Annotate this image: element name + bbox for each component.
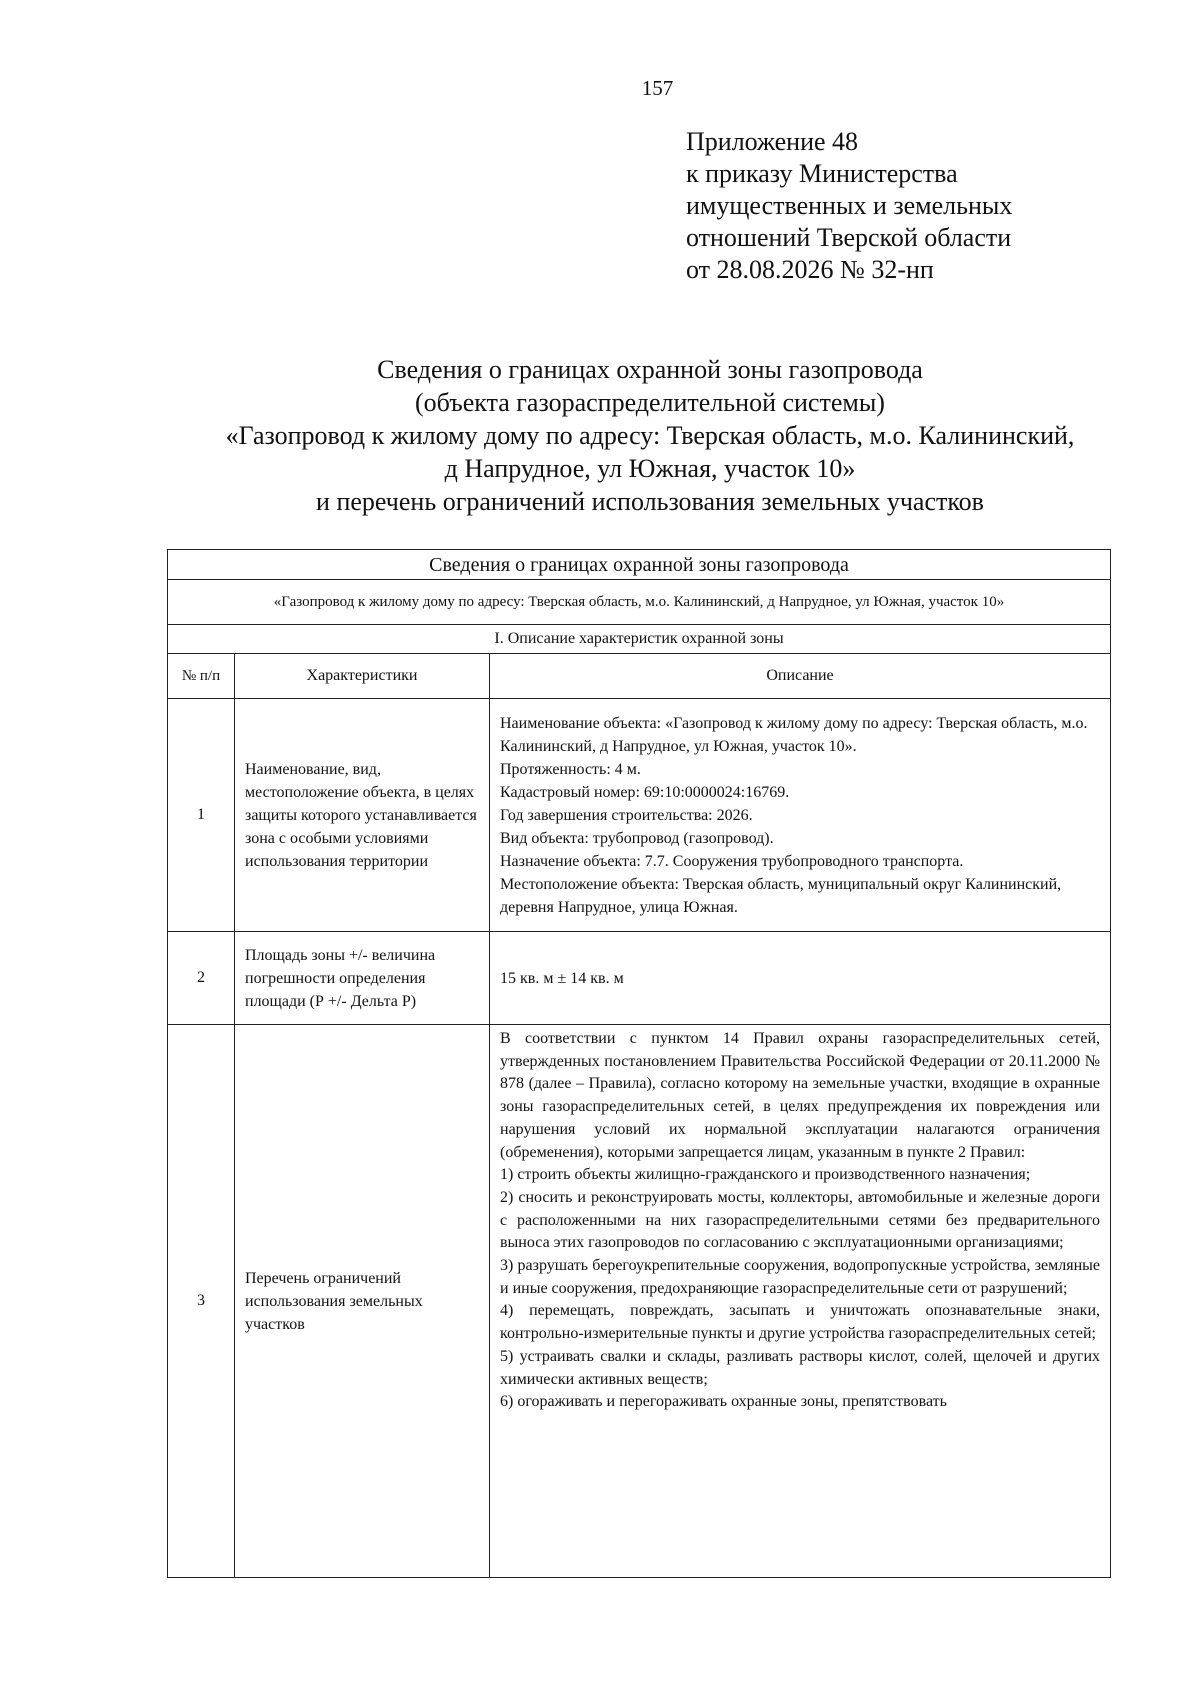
title-line: Сведения о границах охранной зоны газопровода [377, 355, 923, 384]
table-row [168, 699, 1111, 932]
appendix-line: Приложение 48 [686, 127, 859, 156]
row-description [490, 1025, 1111, 1578]
description-line: В соответствии с пунктом 14 Правил охраны газораспределительных сетей, утвержденных постановлением Правительства Российской Федерации от 20.11.2000 № 878 (далее – Правила), согласно которому на земельные участки, входящие в охранные зоны газораспределительных сетей, в целях предупреждения их повреждения или нарушения условий их нормальной эксплуатации налагаются ограничения (обременения), которыми запрещается лицам, указанным в пункте 2 Правил: [500, 1030, 1101, 1161]
description-line: 3) разрушать берегоукрепительные сооружения, водопропускные устройства, земляные и иные сооружения, предохраняющие газораспределительные сети от разрушений; [500, 1257, 1101, 1297]
table-row [168, 932, 1111, 1025]
table-subheader: «Газопровод к жилому дому по адресу: Тверская область, м.о. Калининский, д Напрудное, ул Южная, участок 10» [168, 580, 1111, 625]
description-line: 2) сносить и реконструировать мосты, коллекторы, автомобильные и железные дороги с расположенными на них газораспределительными сетями без предварительного выноса этих газопроводов по согласованию с эксплуатационными организациями; [500, 1188, 1101, 1252]
title-line: д Напрудное, ул Южная, участок 10» [444, 454, 856, 483]
title-line: и перечень ограничений использования земельных участков [316, 487, 984, 516]
protection-zone-table [167, 549, 1111, 1578]
row-number: 1 [168, 699, 235, 932]
row-characteristic: Перечень ограничений использования земельных участков [235, 1025, 490, 1578]
appendix-line: к приказу Министерства [686, 159, 958, 188]
document-title [150, 353, 1150, 518]
description-line: Вид объекта: трубопровод (газопровод). [500, 829, 774, 847]
appendix-line: имущественных и земельных [686, 191, 1013, 220]
appendix-line: отношений Тверской области [686, 223, 1012, 252]
row-number: 2 [168, 932, 235, 1025]
row-description: 15 кв. м ± 14 кв. м [490, 932, 1111, 1025]
description-line: Протяженность: 4 м. [500, 760, 641, 778]
row-characteristic: Наименование, вид, местоположение объекта, в целях защиты которого устанавливается зона с особыми условиями использования территории [235, 699, 490, 932]
title-line: (объекта газораспределительной системы) [415, 388, 885, 417]
description-line: 1) строить объекты жилищно-гражданского и производственного назначения; [500, 1166, 1031, 1184]
row-number: 3 [168, 1025, 235, 1578]
description-line: Наименование объекта: «Газопровод к жилому дому по адресу: Тверская область, м.о. Калининский, д Напрудное, ул Южная, участок 10». [500, 714, 1088, 755]
row-description [490, 699, 1111, 932]
column-header-description: Описание [490, 654, 1111, 699]
column-header-characteristics: Характеристики [235, 654, 490, 699]
table-row [168, 1025, 1111, 1578]
row-characteristic: Площадь зоны +/- величина погрешности определения площади (Р +/- Дельта Р) [235, 932, 490, 1025]
description-line: 4) перемещать, повреждать, засыпать и уничтожать опознавательные знаки, контрольно-измерительные пункты и другие устройства газораспределительных сетей; [500, 1302, 1101, 1343]
table-section-title: I. Описание характеристик охранной зоны [168, 625, 1111, 654]
description-line: Назначение объекта: 7.7. Сооружения трубопроводного транспорта. [500, 852, 964, 870]
appendix-block [686, 126, 1166, 286]
page-number: 157 [641, 76, 674, 100]
description-line: Кадастровый номер: 69:10:0000024:16769. [500, 783, 790, 801]
description-line: Местоположение объекта: Тверская область, муниципальный округ Калининский, деревня Напрудное, улица Южная. [500, 875, 1062, 916]
appendix-line: от 28.08.2026 № 32-нп [686, 255, 934, 284]
table-header: Сведения о границах охранной зоны газопровода [168, 550, 1111, 580]
description-line: 6) огораживать и перегораживать охранные зоны, препятствовать [500, 1393, 947, 1411]
description-line: 5) устраивать свалки и склады, разливать растворы кислот, солей, щелочей и других химически активных веществ; [500, 1347, 1101, 1388]
description-line: Год завершения строительства: 2026. [500, 806, 753, 824]
title-line: «Газопровод к жилому дому по адресу: Тверская область, м.о. Калининский, [225, 421, 1075, 450]
column-header-num: № п/п [168, 654, 235, 699]
